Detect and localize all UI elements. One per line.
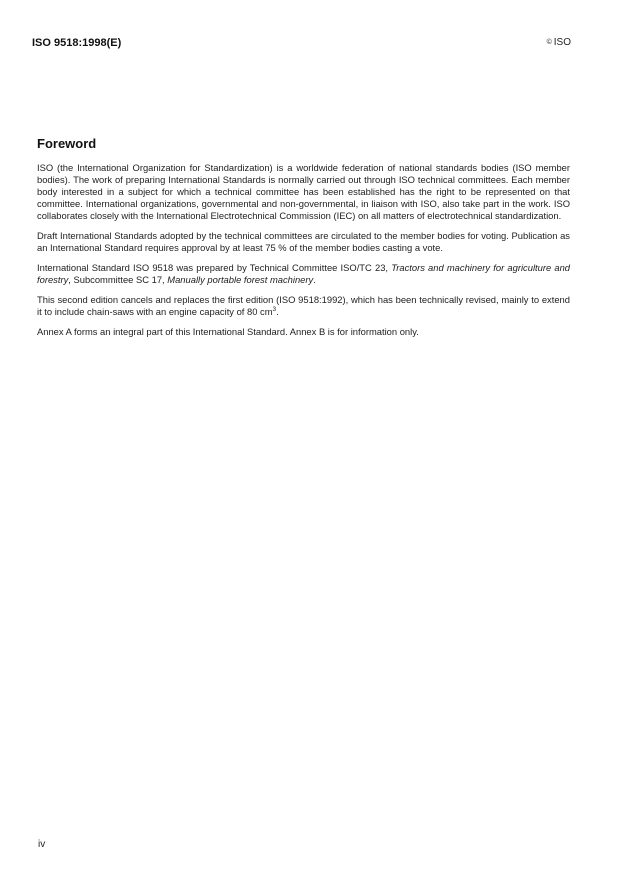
paragraph-prepared-by	[37, 262, 570, 286]
text-span: .	[276, 306, 279, 317]
superscript: 3	[272, 306, 277, 313]
paragraph-iso-intro: ISO (the International Organization for Standardization) is a worldwide federation of national standards bodies (ISO member bodies). The work of preparing International Standards is normally carried out through ISO technical committees. Each member body interested in a subject for which a technical committee has been established has the right to be represented on that committee. International organizations, governmental and non-governmental, in liaison with ISO, also take part in the work. ISO collaborates closely with the International Electrotechnical Commission (IEC) on all matters of electrotechnical standardization.	[37, 162, 570, 221]
text-span: This second edition cancels and replaces the first edition (ISO 9518:1992), which has been technically revised, mainly to extend it to include chain-saws with an engine capacity of 80 cm	[37, 294, 570, 317]
page-number: iv	[38, 839, 46, 850]
text-span: International Standard ISO 9518 was prepared by Technical Committee ISO/TC 23,	[37, 262, 392, 273]
paragraph-edition	[37, 294, 570, 318]
subcommittee-title: Manually portable forest machinery	[167, 274, 314, 285]
copyright-notice	[547, 37, 571, 48]
paragraph-annexes: Annex A forms an integral part of this International Standard. Annex B is for information only.	[37, 326, 419, 337]
text-span: .	[313, 274, 316, 285]
paragraph-voting: Draft International Standards adopted by the technical committees are circulated to the member bodies for voting. Publication as an International Standard requires approval by at least 75 % of the member bodies casting a vote.	[37, 230, 570, 253]
document-id: ISO 9518:1998(E)	[32, 37, 122, 49]
section-title: Foreword	[37, 136, 97, 151]
foreword-body	[37, 162, 570, 346]
text-span: , Subcommittee SC 17,	[68, 274, 168, 285]
committee-title: Tractors and machinery for agriculture and forestry	[37, 262, 570, 285]
copyright-icon: ©	[546, 39, 552, 46]
copyright-owner: ISO	[553, 37, 571, 48]
